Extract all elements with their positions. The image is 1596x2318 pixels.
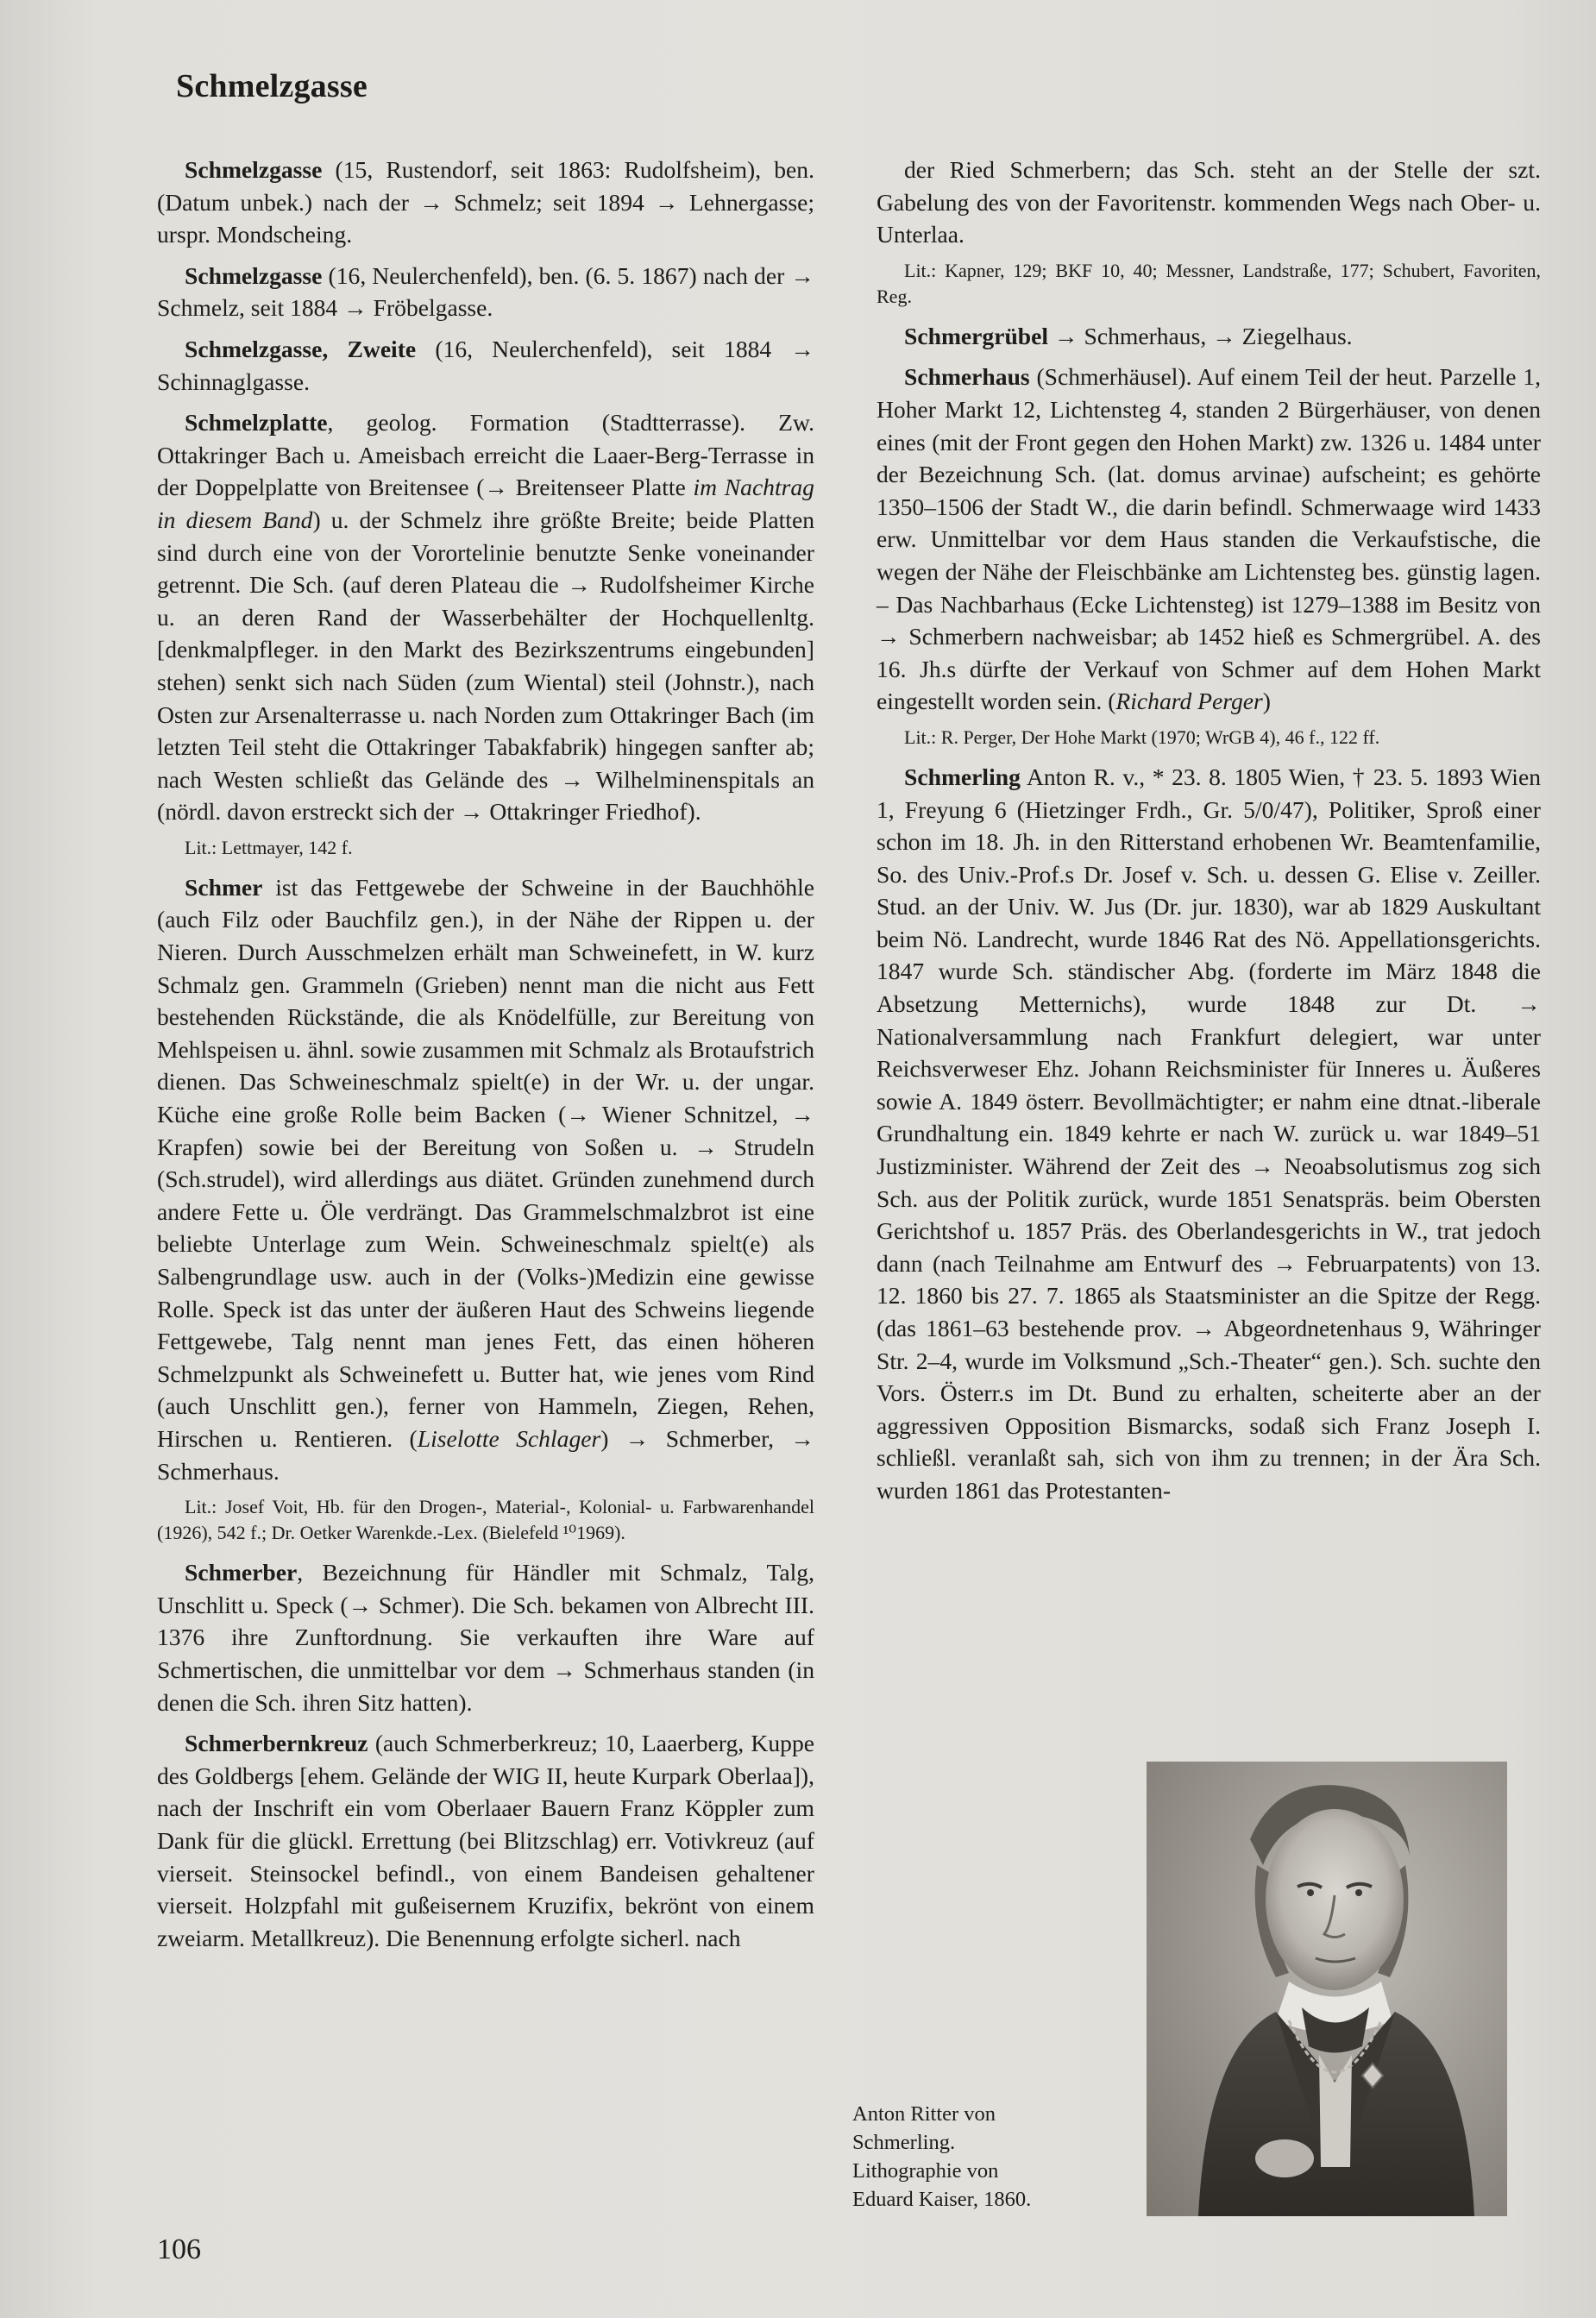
entry-text: Anton R. v., * 23. 8. 1805 Wien, † 23. 5. 1893 Wien 1, Freyung 6 (Hietzinger Frdh., Gr. 5/0/47), Politiker, Sproß einer schon im 18. Jh. in den Ritterstand erhobenen Wr. Beamtenfamilie, So. des Univ.-Prof.s Dr. Josef v. Sch. u. dessen G. Elise v. Zeiller. Stud. an der Univ. W. Jus (Dr. jur. 1830), war ab 1829 Auskultant beim Nö. Landrecht, wurde 1846 Rat des Nö. Appellationsgerichts. 1847 wurde Sch. ständischer Abg. (forderte im März 1848 die Absetzung Metternichs), wurde 1848 zur Dt. → Nationalversammlung nach Frankfurt delegiert, war unter Reichsverweser Ehz. Johann Reichsminister für Inneres u. Äußeres sowie A. 1849 österr. Bevollmächtigter; er nahm eine dtnat.-liberale Grundhaltung ein. 1849 kehrte er nach W. zurück u. war 1849–51 Justizminister. Während der Zeit des → Neoabsolutismus zog sich Sch. aus der Politik zurück, wurde 1851 Senatspräs. beim Obersten Gerichtshof u. 1857 Präs. des Oberlandesgerichts in W., trat jedoch dann (nach Teilnahme am Entwurf des → Februarpatents) von 13. 12. 1860 bis 27. 7. 1865 als Staatsminister an die Spitze der Regg. (das 1861–63 bestehende prov. → Abgeordnetenhaus 9, Währinger Str. 2–4, wurde im Volksmund „Sch.-Theater“ gen.). Sch. suchte den Vors. Österr.s im Dt. Bund zu erhalten, scheiterte aber an der aggressiven Opposition Bismarcks, sodaß sich Franz Joseph I. schließl. veranlaßt sah, sich von ihm zu trennen; in der Ära Sch. wurden 1861 das Protestanten- [877, 763, 1541, 1504]
caption-line: Lithographie von [852, 2159, 999, 2183]
entry-text: (Schmerhäusel). Auf einem Teil der heut. Parzelle 1, Hoher Markt 12, Lichtensteg 4, standen 2 Bürgerhäuser, von denen eines (mit der Front gegen den Hohen Markt) zw. 1326 u. 1484 unter der Bezeichnung Sch. (lat. domus arvinae) aufscheint; es gehörte 1350–1506 der Stadt W., die darin befindl. Schmerwaage wird 1433 erw. Unmittelbar vor dem Haus standen die Verkaufstische, die wegen der Nähe der Fleischbänke am Lichtensteg bes. günstig lagen. – Das Nachbarhaus (Ecke Lichtensteg) ist 1279–1388 im Besitz von → Schmerbern nachweisbar; ab 1452 hieß es Schmergrübel. A. des 16. Jh.s dürfte der Verkauf von Schmer auf dem Hohen Markt eingestellt worden sein. ( [877, 363, 1541, 715]
entry-text: → Schmerhaus, → Ziegelhaus. [1048, 322, 1353, 349]
literature-reference: Lit.: Lettmayer, 142 f. [185, 836, 353, 858]
entry-headword: Schmelzplatte [185, 409, 328, 437]
encyclopedia-entry [157, 1556, 814, 1718]
entry-headword: Schmelzgasse [185, 261, 323, 289]
encyclopedia-entry [157, 406, 814, 828]
caption-line: Eduard Kaiser, 1860. [852, 2188, 1032, 2211]
encyclopedia-entry [157, 260, 814, 324]
entry-text: (16, Neulerchenfeld), ben. (6. 5. 1867) nach der → Schmelz, seit 1884 → Fröbelgasse. [157, 261, 814, 322]
literature-reference: Lit.: Kapner, 129; BKF 10, 40; Messner, Landstraße, 177; Schubert, Favoriten, Reg. [877, 259, 1541, 307]
portrait-lithograph [1147, 1762, 1507, 2216]
page-number: 106 [157, 2233, 201, 2265]
entry-headword: Schmerhaus [904, 363, 1030, 391]
entry-text-after: ) → Schmerber, → Schmerhaus. [157, 1424, 815, 1485]
encyclopedia-entry [157, 1727, 814, 1954]
entry-text: , Bezeichnung für Händler mit Schmalz, Talg, Unschlitt u. Speck (→ Schmer). Die Sch. bekamen von Albrecht III. 1376 ihre Zunftordnung. Sie verkauften ihre Ware auf Schmertischen, die unmittelbar vor dem → Schmerhaus standen (in denen die Sch. ihren Sitz hatten). [157, 1559, 814, 1716]
entry-headword: Schmelzgasse, Zweite [185, 335, 417, 362]
entry-italic: Liselotte Schlager [417, 1424, 601, 1452]
entry-headword: Schmergrübel [904, 322, 1049, 349]
entry-italic: Richard Perger [1115, 688, 1263, 715]
literature-reference: Lit.: R. Perger, Der Hohe Markt (1970; WrGB 4), 46 f., 122 ff. [904, 726, 1380, 748]
portrait-illustration [1147, 1762, 1507, 2216]
entry-headword: Schmerber [185, 1559, 298, 1586]
encyclopedia-entry [157, 871, 814, 1487]
encyclopedia-entry [877, 361, 1541, 718]
figure-caption [852, 2100, 1137, 2214]
entry-continuation: der Ried Schmerbern; das Sch. steht an der Stelle der szt. Gabelung des von der Favoritenstr. kommenden Wegs nach Ober- u. Unterlaa. [877, 156, 1541, 248]
running-head: Schmelzgasse [176, 68, 368, 104]
encyclopedia-entry [157, 154, 814, 251]
entry-text: (15, Rustendorf, seit 1863: Rudolfsheim), ben. (Datum unbek.) nach der → Schmelz; seit 1894 → Lehnergasse; urspr. Mondscheing. [157, 156, 814, 248]
entry-headword: Schmelzgasse [185, 156, 323, 183]
entry-text-after: ) [1262, 688, 1271, 715]
entry-text-after: ) u. der Schmelz ihre größte Breite; beide Platten sind durch eine von der Vorortelinie benutzte Senke voneinander getrennt. Die Sch. (auf deren Plateau die → Rudolfsheimer Kirche u. an deren Rand der Wasserbehälter der Hochquellenltg. [denkmalpfleger. in den Markt des Bezirkszentrums eingebunden] stehen) senkt sich nach Süden (zum Wiental) steil (Johnstr.), nach Osten zur Arsenalterrasse u. nach Norden zum Ottakringer Bach (im letzten Teil steht die Ottakringer Tabakfabrik) hingegen sanfter ab; nach Westen schließt das Gelände des → Wilhelminenspitals an (nördl. davon erstreckt sich der → Ottakringer Friedhof). [157, 506, 814, 826]
encyclopedia-entry [157, 333, 814, 398]
entry-text: , geolog. Formation (Stadtterrasse). Zw. Ottakringer Bach u. Ameisbach erreicht die Laaer-Berg-Terrasse in der Doppelplatte von Breitensee (→ Breitenseer Platte [157, 409, 814, 501]
entry-headword: Schmerbernkreuz [185, 1730, 368, 1757]
entry-text: (auch Schmerberkreuz; 10, Laaerberg, Kuppe des Goldbergs [ehem. Gelände der WIG II, heute Kurpark Oberlaa]), nach der Inschrift ein vom Oberlaaer Bauern Franz Köppler zum Dank für die glückl. Errettung (bei Blitzschlag) err. Votivkreuz (auf vierseit. Steinsockel befindl., von einem Bandeisen gehaltener vierseit. Holzpfahl mit gußeisernem Kruzifix, bekrönt von einem zweiarm. Metallkreuz). Die Benennung erfolgte sicherl. nach [157, 1730, 814, 1951]
caption-line: Schmerling. [852, 2131, 956, 2154]
left-column [157, 154, 814, 1963]
encyclopedia-entry [877, 761, 1541, 1507]
right-column [877, 154, 1541, 1516]
entry-text: ist das Fettgewebe der Schweine in der Bauchhöhle (auch Filz oder Bauchfilz gen.), in der Nähe der Rippen u. der Nieren. Durch Ausschmelzen erhält man Schweinefett, in W. kurz Schmalz gen. Grammeln (Grieben) nennt man die nicht aus Fett bestehenden Rückstände, die als Knödelfülle, zur Bereitung von Mehlspeisen u. ähnl. sowie zusammen mit Schmalz als Brotaufstrich dienen. Das Schweineschmalz spielt(e) in der Wr. u. der ungar. Küche eine große Rolle beim Backen (→ Wiener Schnitzel, → Krapfen) sowie bei der Bereitung von Soßen u. → Strudeln (Sch.strudel), wird allerdings aus diätet. Gründen zunehmend durch andere Fette u. Öle verdrängt. Das Grammelschmalzbrot ist eine beliebte Unterlage zum Wein. Schweineschmalz spielt(e) als Salbengrundlage usw. auch in der (Volks-)Medizin eine gewisse Rolle. Speck ist das unter der äußeren Haut des Schweins liegende Fettgewebe, Talg nennt man jenes Fett, das einen höheren Schmelzpunkt als Schweinefett u. Butter hat, wie jenes vom Rind (auch Unschlitt gen.), ferner von Hammeln, Ziegen, Rehen, Hirschen u. Rentieren. ( [157, 873, 814, 1452]
encyclopedia-entry [877, 320, 1541, 353]
entry-text: (16, Neulerchenfeld), seit 1884 → Schinnaglgasse. [157, 335, 814, 395]
caption-line: Anton Ritter von [852, 2102, 996, 2126]
entry-headword: Schmerling [904, 763, 1021, 790]
literature-reference: Lit.: Josef Voit, Hb. für den Drogen-, Material-, Kolonial- u. Farbwarenhandel (1926), 542 f.; Dr. Oetker Warenkde.-Lex. (Bielefeld ¹⁰1969). [157, 1496, 814, 1544]
entry-headword: Schmer [185, 873, 263, 901]
entry-italic: im Nachtrag in diesem Band [157, 474, 814, 533]
